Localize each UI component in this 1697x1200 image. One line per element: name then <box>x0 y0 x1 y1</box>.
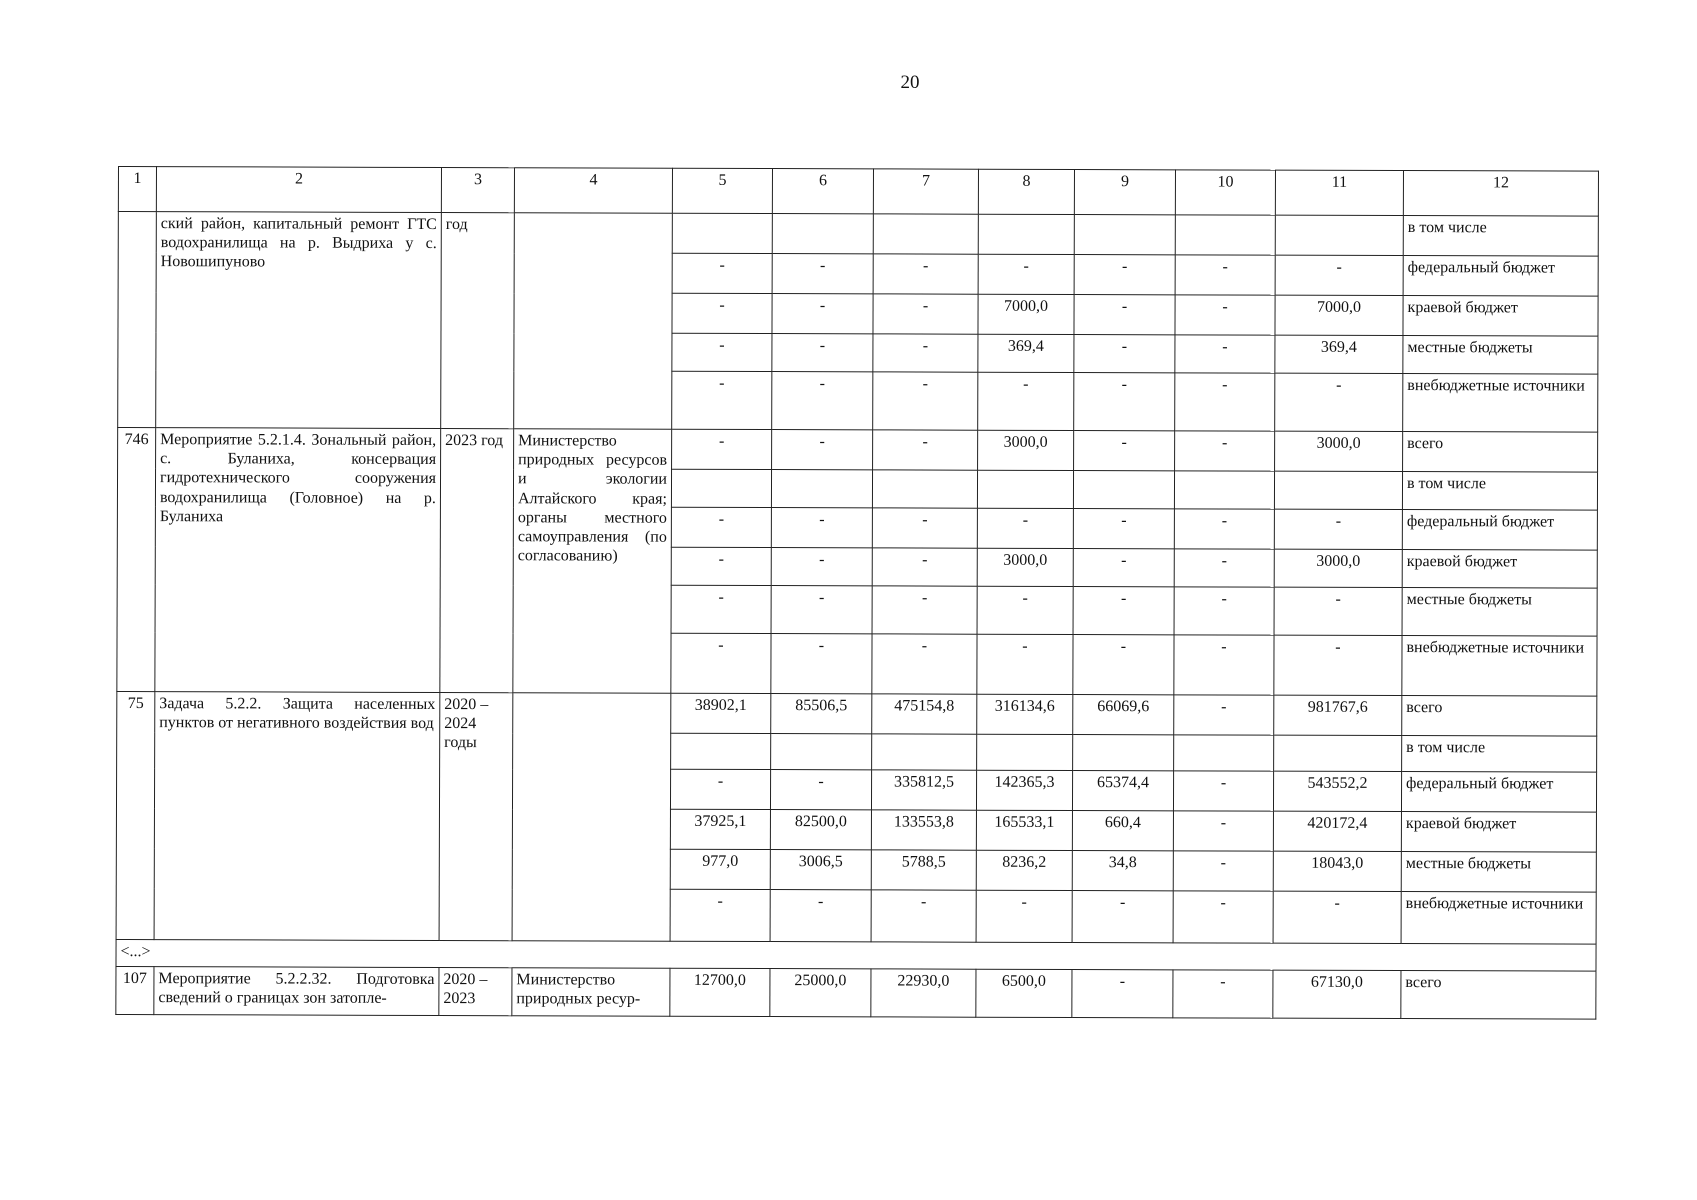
amount-col-11: 981767,6 <box>1274 695 1402 735</box>
amount-col-10: - <box>1173 970 1273 1018</box>
funding-source: краевой бюджет <box>1401 812 1596 853</box>
amount-col-9: - <box>1073 635 1174 695</box>
item-107-executor: Министерство природных ресур- <box>512 968 670 1016</box>
amount-col-10: - <box>1173 771 1273 811</box>
amount-col-11: 7000,0 <box>1275 295 1403 335</box>
amount-col-5: - <box>672 371 772 429</box>
amount-col-10: - <box>1175 335 1275 373</box>
continued-item-number <box>118 212 157 428</box>
funding-source: краевой бюджет <box>1402 550 1597 589</box>
amount-col-5: 37925,1 <box>670 809 770 849</box>
item-746-executor: Министерство природных ресурсов и экологии Алтайского края; органы местного самоуправления (по согласованию) <box>513 429 672 693</box>
amount-col-9: - <box>1073 549 1174 587</box>
amount-col-9: - <box>1074 335 1175 373</box>
amount-col-10: - <box>1175 431 1275 471</box>
funding-source: всего <box>1403 432 1598 473</box>
amount-col-8: - <box>978 254 1074 294</box>
amount-col-6: 25000,0 <box>770 969 871 1017</box>
amount-col-6: - <box>772 254 873 294</box>
amount-col-6: - <box>771 508 872 548</box>
amount-col-5 <box>672 213 772 253</box>
amount-col-7 <box>872 734 977 770</box>
amount-col-5: - <box>672 333 772 371</box>
header-col-3: 3 <box>441 168 514 213</box>
amount-col-5: - <box>671 585 771 633</box>
amount-col-7: - <box>872 586 977 634</box>
amount-col-7: 22930,0 <box>871 969 976 1017</box>
amount-col-9: - <box>1074 373 1175 431</box>
header-col-1: 1 <box>118 167 156 212</box>
header-col-5: 5 <box>672 168 772 213</box>
amount-col-6: - <box>772 372 873 430</box>
amount-col-10: - <box>1174 695 1274 735</box>
funding-source: местные бюджеты <box>1401 852 1596 893</box>
amount-col-8: 142365,3 <box>976 770 1072 810</box>
amount-col-7 <box>873 214 978 254</box>
amount-col-8: - <box>978 372 1074 430</box>
amount-col-11: 420172,4 <box>1273 811 1401 851</box>
header-col-9: 9 <box>1074 170 1175 215</box>
item-746-period: 2023 год <box>440 429 514 693</box>
amount-col-8: 3000,0 <box>978 430 1074 470</box>
amount-col-9: 65374,4 <box>1072 771 1173 811</box>
amount-col-7: - <box>873 430 978 470</box>
funding-source: федеральный бюджет <box>1403 256 1598 297</box>
amount-col-10: - <box>1174 509 1274 549</box>
task-75-name: Задача 5.2.2. Защита населенных пунктов от негативного воздействия вод <box>154 692 440 941</box>
amount-col-6 <box>772 214 873 254</box>
amount-col-9: - <box>1074 295 1175 335</box>
task-75-number: 75 <box>116 691 155 939</box>
amount-col-8: 6500,0 <box>976 969 1072 1017</box>
amount-col-10 <box>1174 471 1274 509</box>
funding-source: в том числе <box>1403 216 1598 257</box>
header-col-12: 12 <box>1403 171 1598 217</box>
amount-col-11 <box>1274 471 1402 509</box>
task-75-period: 2020 – 2024 годы <box>439 693 513 941</box>
amount-col-7: - <box>873 294 978 334</box>
amount-col-9: 660,4 <box>1072 811 1173 851</box>
amount-col-7: - <box>873 254 978 294</box>
amount-col-6: - <box>771 634 872 694</box>
item-107-row <box>116 966 1596 1019</box>
amount-col-6: 82500,0 <box>770 810 871 850</box>
amount-col-6 <box>771 470 872 508</box>
amount-col-6: 85506,5 <box>771 694 872 734</box>
amount-col-7: 133553,8 <box>871 810 976 850</box>
funding-source: местные бюджеты <box>1402 588 1597 637</box>
funding-source: внебюджетные источники <box>1401 892 1596 945</box>
amount-col-7: - <box>871 890 976 942</box>
amount-col-7: 475154,8 <box>872 694 977 734</box>
amount-col-11: - <box>1275 255 1403 295</box>
amount-col-10: - <box>1173 811 1273 851</box>
funding-source: внебюджетные источники <box>1402 636 1597 697</box>
amount-col-9: - <box>1072 970 1173 1018</box>
continued-item-executor <box>514 213 673 429</box>
amount-col-7: - <box>872 508 977 548</box>
amount-col-9 <box>1074 215 1175 255</box>
amount-col-8: 165533,1 <box>976 810 1072 850</box>
amount-col-5: - <box>671 633 771 693</box>
amount-col-10: - <box>1175 373 1275 431</box>
amount-col-11 <box>1275 215 1403 255</box>
amount-col-8 <box>978 214 1074 254</box>
item-107-name: Мероприятие 5.2.2.32. Подготовка сведений о границах зон затопле- <box>154 967 439 1016</box>
amount-col-5: 38902,1 <box>671 693 771 733</box>
amount-col-5: - <box>671 507 771 547</box>
amount-col-5: - <box>672 293 772 333</box>
funding-source: всего <box>1402 696 1597 737</box>
amount-col-10 <box>1174 735 1274 771</box>
amount-col-9: - <box>1073 587 1174 635</box>
amount-col-9 <box>1073 471 1174 509</box>
amount-col-9: 66069,6 <box>1073 695 1174 735</box>
ellipsis-marker: <...> <box>116 939 1596 971</box>
continued-item-name: ский район, капитальный ремонт ГТС водохранилища на р. Выдриха у с. Новошипуново <box>156 212 442 429</box>
amount-col-9: 34,8 <box>1072 851 1173 891</box>
amount-col-8 <box>977 734 1073 770</box>
amount-col-11: 18043,0 <box>1273 851 1401 891</box>
amount-col-8: - <box>977 634 1073 694</box>
amount-col-11: - <box>1274 635 1402 695</box>
amount-col-9: - <box>1074 431 1175 471</box>
amount-col-5 <box>671 733 771 769</box>
item-107-number: 107 <box>116 966 154 1014</box>
funding-source: краевой бюджет <box>1403 296 1598 337</box>
amount-col-11: 543552,2 <box>1273 771 1401 811</box>
amount-col-6: - <box>772 430 873 470</box>
amount-col-6: - <box>771 548 872 586</box>
amount-col-7: - <box>873 372 978 430</box>
amount-col-10 <box>1175 215 1275 255</box>
amount-col-11: - <box>1274 509 1402 549</box>
header-row <box>118 167 1598 217</box>
funding-source: в том числе <box>1402 736 1597 773</box>
funding-source: в том числе <box>1402 472 1597 511</box>
amount-col-6: 3006,5 <box>770 850 871 890</box>
amount-col-5: - <box>670 889 770 941</box>
amount-col-11 <box>1274 735 1402 771</box>
amount-col-8 <box>977 470 1073 508</box>
amount-col-7: - <box>873 334 978 372</box>
amount-col-6: - <box>772 294 873 334</box>
amount-col-8: 316134,6 <box>977 694 1073 734</box>
task-75-row <box>117 691 1597 736</box>
funding-source: всего <box>1401 971 1596 1020</box>
amount-col-11: - <box>1273 891 1401 943</box>
amount-col-9: - <box>1074 255 1175 295</box>
amount-col-11: 3000,0 <box>1275 431 1403 471</box>
amount-col-11: - <box>1274 587 1402 635</box>
amount-col-5: - <box>670 769 770 809</box>
amount-col-7 <box>872 470 977 508</box>
amount-col-6: - <box>772 334 873 372</box>
amount-col-9: - <box>1072 891 1173 943</box>
amount-col-6 <box>771 734 872 770</box>
amount-col-8: 8236,2 <box>976 850 1072 890</box>
item-746-name: Мероприятие 5.2.1.4. Зональный район, с. Буланиха, консервация гидротехнического сооружения водохранилища (Головное) на р. Буланиха <box>155 428 441 693</box>
amount-col-10: - <box>1174 549 1274 587</box>
amount-col-8: 3000,0 <box>977 548 1073 586</box>
amount-col-5: 12700,0 <box>670 968 770 1016</box>
amount-col-8: - <box>977 586 1073 634</box>
amount-col-5: - <box>672 429 772 469</box>
amount-col-7: - <box>872 634 977 694</box>
header-col-7: 7 <box>873 169 978 214</box>
funding-source: федеральный бюджет <box>1402 510 1597 551</box>
header-col-6: 6 <box>772 169 873 214</box>
item-746-row <box>118 428 1598 473</box>
amount-col-6: - <box>770 770 871 810</box>
amount-col-5: 977,0 <box>670 849 770 889</box>
continued-item-row <box>118 212 1598 257</box>
amount-col-10: - <box>1174 635 1274 695</box>
header-col-4: 4 <box>514 168 672 213</box>
item-746-number: 746 <box>117 428 156 692</box>
funding-source: местные бюджеты <box>1403 336 1598 375</box>
page-number: 20 <box>900 72 920 93</box>
amount-col-10: - <box>1175 255 1275 295</box>
header-col-10: 10 <box>1175 170 1275 215</box>
funding-source: внебюджетные источники <box>1403 374 1598 433</box>
amount-col-7: 5788,5 <box>871 850 976 890</box>
amount-col-8: - <box>976 890 1072 942</box>
amount-col-9 <box>1073 735 1174 771</box>
amount-col-10: - <box>1175 295 1275 335</box>
budget-table <box>115 166 1599 1020</box>
header-col-11: 11 <box>1275 170 1403 215</box>
amount-col-7: 335812,5 <box>871 770 976 810</box>
amount-col-6: - <box>771 586 872 634</box>
amount-col-11: 67130,0 <box>1273 970 1401 1018</box>
amount-col-5 <box>671 469 771 507</box>
continued-item-period: год <box>441 213 515 429</box>
amount-col-5: - <box>672 253 772 293</box>
amount-col-7: - <box>872 548 977 586</box>
amount-col-10: - <box>1173 891 1273 943</box>
amount-col-10: - <box>1173 851 1273 891</box>
task-75-executor <box>512 693 671 941</box>
amount-col-10: - <box>1174 587 1274 635</box>
header-col-8: 8 <box>978 169 1074 214</box>
amount-col-11: 369,4 <box>1275 335 1403 373</box>
header-col-2: 2 <box>156 167 441 213</box>
amount-col-8: 369,4 <box>978 334 1074 372</box>
amount-col-8: - <box>977 508 1073 548</box>
amount-col-11: 3000,0 <box>1274 549 1402 587</box>
amount-col-8: 7000,0 <box>978 294 1074 334</box>
amount-col-5: - <box>671 547 771 585</box>
amount-col-6: - <box>770 890 871 942</box>
funding-source: федеральный бюджет <box>1401 772 1596 813</box>
item-107-period: 2020 – 2023 <box>439 968 512 1016</box>
amount-col-11: - <box>1275 373 1403 431</box>
amount-col-9: - <box>1073 509 1174 549</box>
